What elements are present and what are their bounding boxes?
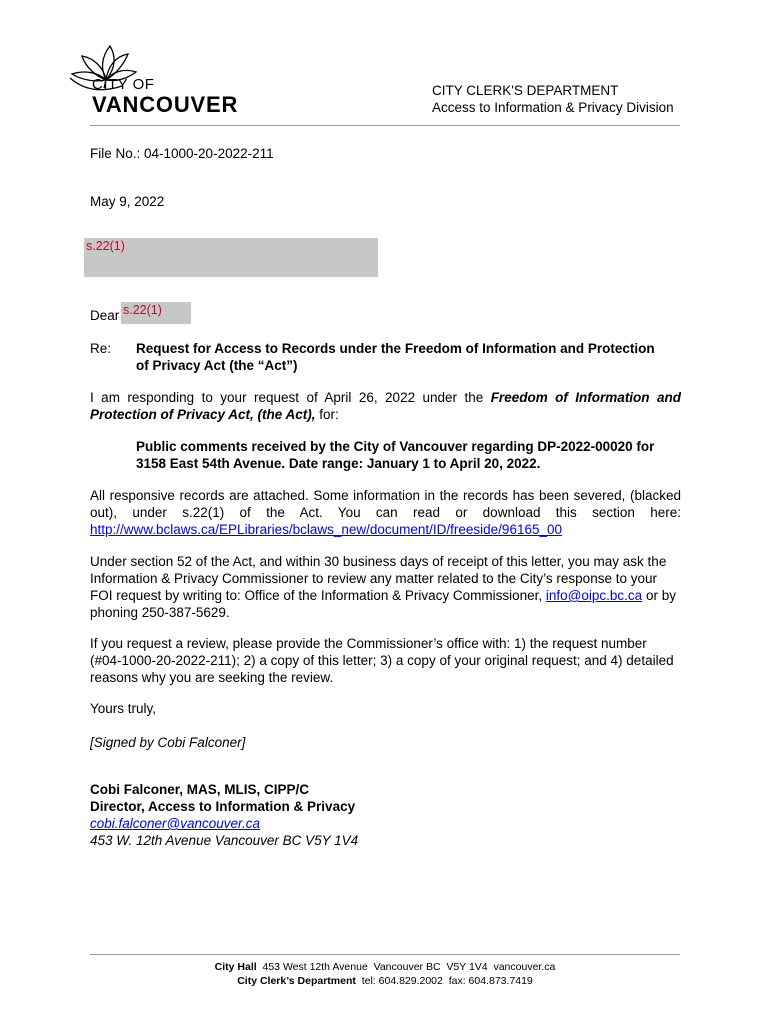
signer-title: Director, Access to Information & Privacy [90,799,356,814]
footer-city-hall-address: 453 West 12th Avenue Vancouver BC V5Y 1V4 vancouver.ca [256,961,556,973]
re-subject [136,340,696,374]
bclaws-link[interactable]: http://www.bclaws.ca/EPLibraries/bclaws_new/document/ID/freeside/96165_00 [90,522,562,537]
footer-clerk-label: City Clerk’s Department [237,975,356,987]
salutation: Dear [90,308,120,323]
review-rights-text: Under section 52 of the Act, and within 30 business days of receipt of this letter, you may ask the Information & Privacy Commissioner to review any matter related to the City’s response to your FOI request by writing to: Office of the Information & Privacy Commissioner, [90,554,667,603]
footer-city-hall-label: City Hall [214,961,257,973]
footer-clerk-dept [0,974,770,988]
review-instructions-paragraph: If you request a review, please provide the Commissioner’s office with: 1) the request number (#04-1000-20-2022-211); 2) a copy of this letter; 3) a copy of your original request; and 4) detailed reasons why you are seeking the review. [90,636,674,685]
letter-date: May 9, 2022 [90,194,165,209]
intro-suffix: for: [315,407,339,422]
redacted-address-block [84,238,378,277]
records-text: All responsive records are attached. Some information in the records has been severed, (blacked out), under s.22(1) of the Act. You can read or download this section here: [90,488,681,520]
department-name: CITY CLERK'S DEPARTMENT [432,83,619,98]
header-divider [90,125,680,126]
act-name: Freedom of Information and Protection of Privacy Act, (the Act), [90,390,681,422]
redaction-label: s.22(1) [86,239,125,253]
department-header [432,82,674,116]
re-subject-line1: Request for Access to Records under the Freedom of Information and Protection [136,341,655,356]
oipc-email-link[interactable]: info@oipc.bc.ca [545,588,643,603]
file-number: File No.: 04-1000-20-2022-211 [90,146,274,161]
footer-divider [90,954,680,955]
request-line1: Public comments received by the City of Vancouver regarding DP-2022-00020 for [136,439,655,454]
redacted-name [121,302,191,324]
division-name: Access to Information & Privacy Division [432,100,674,115]
footer-clerk-contact: tel: 604.829.2002 fax: 604.873.7419 [355,975,533,987]
logo-city-of-text: CITY OF [92,76,155,93]
logo-vancouver-text: VANCOUVER [92,92,239,117]
signer-address: 453 W. 12th Avenue Vancouver BC V5Y 1V4 [90,833,359,848]
intro-paragraph [90,389,681,423]
signer-name: Cobi Falconer, MAS, MLIS, CIPP/C [90,782,310,797]
intro-text: I am responding to your request of April 26, 2022 under the [90,390,491,405]
signature-block [90,781,358,849]
signer-email-link[interactable]: cobi.falconer@vancouver.ca [90,816,261,831]
re-subject-line2: of Privacy Act (the “Act”) [136,358,298,373]
request-line2: 3158 East 54th Avenue. Date range: January 1 to April 20, 2022. [136,456,541,471]
signed-note: [Signed by Cobi Falconer] [90,735,246,750]
redaction-label: s.22(1) [123,303,162,317]
footer-city-hall [0,960,770,974]
closing: Yours truly, [90,701,157,716]
request-description [136,438,696,472]
records-paragraph [90,487,681,538]
review-rights-suffix: or by phoning 250-387-5629. [90,588,676,620]
re-label: Re: [90,341,112,356]
review-rights-paragraph [90,553,681,621]
